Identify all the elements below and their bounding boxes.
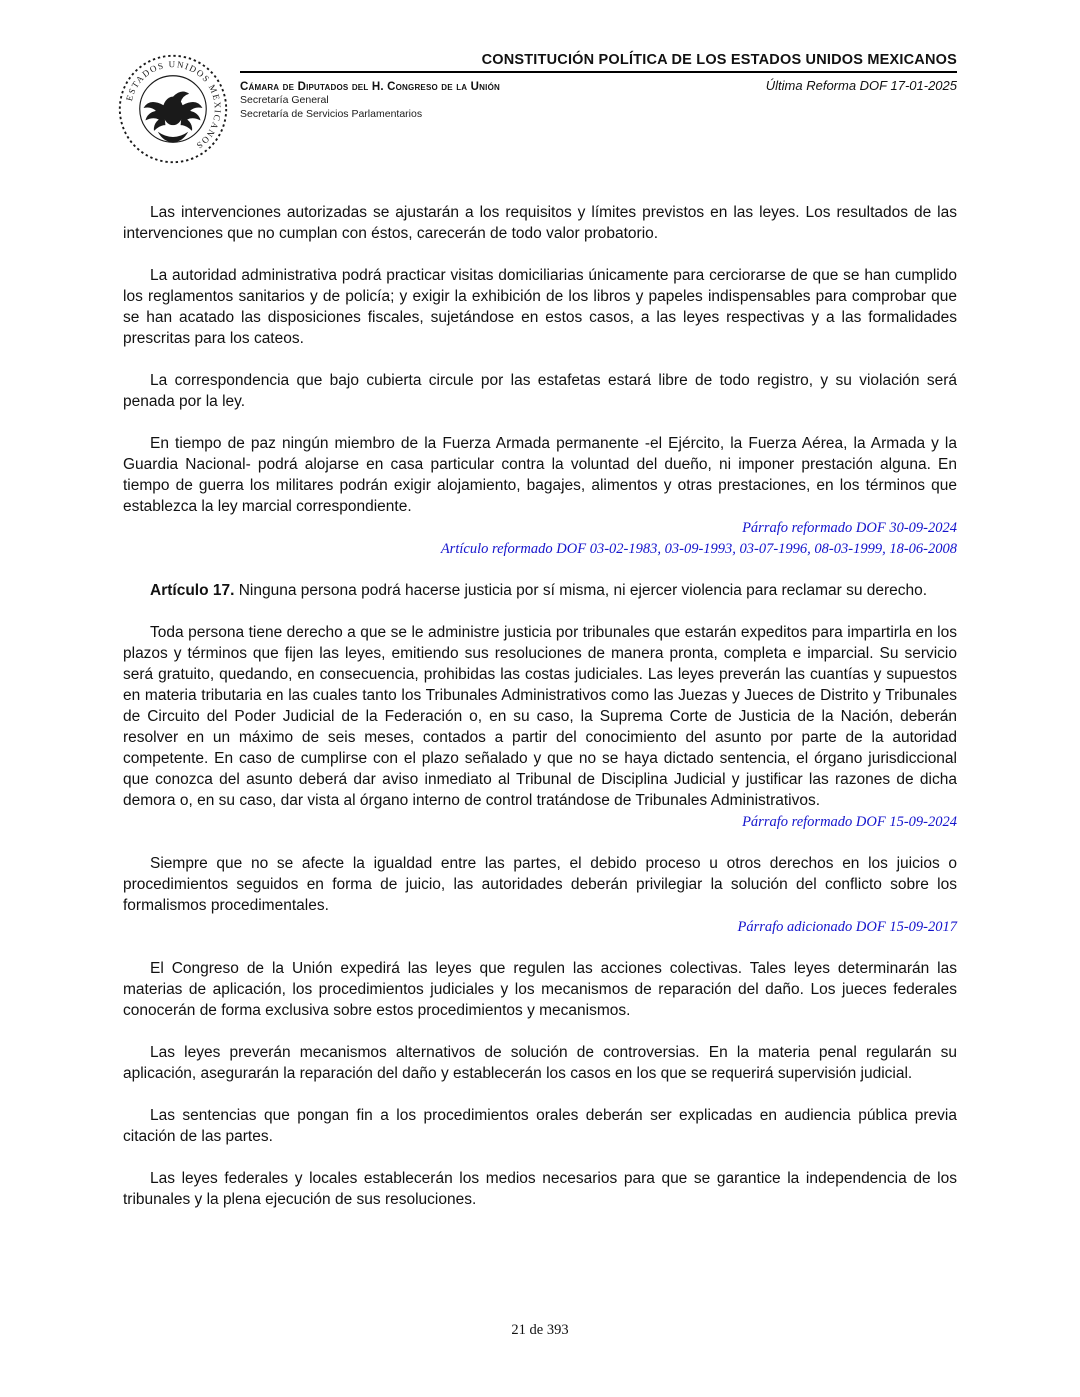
- document-header: [0, 0, 1080, 166]
- paragraph: Toda persona tiene derecho a que se le administre justicia por tribunales que estarán expeditos para impartirla en los plazos y términos que fijen las leyes, emitiendo sus resoluciones de manera pronta, completa e imparcial. Su servicio será gratuito, quedando, en consecuencia, prohibidas las costas judiciales. Las leyes preverán las cuantías y supuestos en materia tributaria en las cuales tanto los Tribunales Administrativos como las Juezas y Jueces de Distrito y Tribunales de Circuito del Poder Judicial de la Federación o, en su caso, la Suprema Corte de Justicia de la Nación, deberán resolver en un máximo de seis meses, contados a partir del conocimiento del asunto por parte de la autoridad competente. En caso de cumplirse con el plazo señalado y que no se haya dictado sentencia, el órgano jurisdiccional que conozca del asunto deberá dar aviso inmediato al Tribunal de Disciplina Judicial y justificar las razones de dicha demora o, en su caso, dar vista al órgano interno de control tratándose de Tribunales Administrativos.: [123, 624, 957, 809]
- title-row: [240, 52, 957, 73]
- paragraph: Las intervenciones autorizadas se ajustarán a los requisitos y límites previstos en las leyes. Los resultados de las intervenciones que no cumplan con éstos, carecerán de todo valor probatorio.: [123, 204, 957, 242]
- reform-note: Artículo reformado DOF 03-02-1983, 03-09-1993, 03-07-1996, 08-03-1999, 18-06-2008: [440, 541, 957, 557]
- reform-note: Párrafo reformado DOF 30-09-2024: [742, 520, 957, 536]
- paragraph: La autoridad administrativa podrá practicar visitas domiciliarias únicamente para cerciorarse de que se han cumplido los reglamentos sanitarios y de policía; y exigir la exhibición de los libros y papeles indispensables para comprobar que se han acatado las disposiciones fiscales, sujetándose en estos casos, a las leyes respectivas y a las formalidades prescritas para los cateos.: [123, 267, 957, 347]
- document-title: CONSTITUCIÓN POLÍTICA DE LOS ESTADOS UNIDOS MEXICANOS: [481, 52, 957, 68]
- seal-ring-text: ESTADOS UNIDOS MEXICANOS: [124, 59, 223, 152]
- paragraph: En tiempo de paz ningún miembro de la Fuerza Armada permanente -el Ejército, la Fuerza Aérea, la Armada y la Guardia Nacional- podrá alojarse en casa particular contra la voluntad del dueño, ni imponer prestación alguna. En tiempo de guerra los militares podrán exigir alojamiento, bagajes, alimentos y otras prestaciones, en los términos que establezca la ley marcial correspondiente.: [123, 435, 957, 515]
- header-meta-row: [240, 78, 957, 93]
- last-reform-label: Última Reforma DOF 17-01-2025: [765, 78, 957, 93]
- paragraph: Las leyes federales y locales establecerán los medios necesarios para que se garantice la independencia de los tribunales y la plena ejecución de sus resoluciones.: [123, 1170, 957, 1208]
- reform-note: Párrafo adicionado DOF 15-09-2017: [737, 919, 957, 935]
- mexican-coat-of-arms-logo: [116, 52, 230, 166]
- secretariat-general-label: Secretaría General: [240, 94, 329, 106]
- eagle-seal-icon: [116, 52, 230, 166]
- header-text-block: [240, 52, 957, 121]
- chamber-name: Cámara de Diputados del H. Congreso de la Unión: [240, 81, 500, 93]
- paragraph: El Congreso de la Unión expedirá las leyes que regulen las acciones colectivas. Tales leyes determinarán las materias de aplicación, los procedimientos judiciales y los mecanismos de reparación del daño. Los jueces federales conocerán de forma exclusiva sobre estos procedimientos y mecanismos.: [123, 960, 957, 1019]
- paragraph: Siempre que no se afecte la igualdad entre las partes, el debido proceso u otros derechos en los juicios o procedimientos seguidos en forma de juicio, las autoridades deberán privilegiar la solución del conflicto sobre los formalismos procedimentales.: [123, 855, 957, 914]
- paragraph: Las leyes preverán mecanismos alternativos de solución de controversias. En la materia penal regularán su aplicación, asegurarán la reparación del daño y establecerán los casos en los que se requerirá supervisión judicial.: [123, 1044, 957, 1082]
- paragraph: Artículo 17. Ninguna persona podrá hacerse justicia por sí misma, ni ejercer violencia para reclamar su derecho.: [150, 582, 928, 599]
- paragraph: La correspondencia que bajo cubierta circule por las estafetas estará libre de todo registro, y su violación será penada por la ley.: [123, 372, 957, 410]
- document-body: [123, 202, 957, 1210]
- page-number: 21 de 393: [511, 1322, 569, 1338]
- reform-note: Párrafo reformado DOF 15-09-2024: [742, 814, 957, 830]
- article-number: Artículo 17.: [150, 582, 235, 599]
- secretariat-servicios-label: Secretaría de Servicios Parlamentarios: [240, 108, 423, 120]
- paragraph: Las sentencias que pongan fin a los procedimientos orales deberán ser explicadas en audiencia pública previa citación de las partes.: [123, 1107, 957, 1145]
